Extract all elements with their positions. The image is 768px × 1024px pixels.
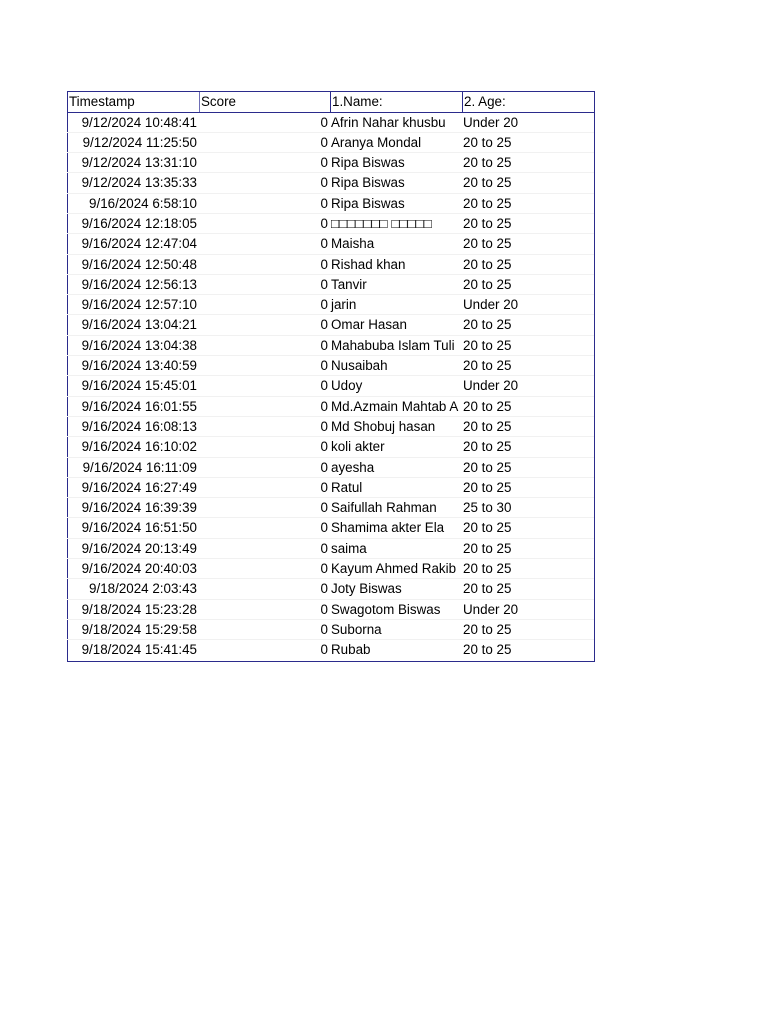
- age-cell: 20 to 25: [463, 398, 512, 414]
- score-cell: 0: [320, 276, 328, 292]
- name-cell: Rubab: [331, 642, 371, 658]
- age-cell: 20 to 25: [463, 459, 512, 475]
- age-cell: Under 20: [463, 378, 519, 394]
- table-row: [67, 214, 594, 234]
- age-cell: 20 to 25: [463, 561, 512, 577]
- table-row: [67, 458, 594, 478]
- name-cell: Swagotom Biswas: [331, 601, 441, 617]
- timestamp-cell: 9/16/2024 12:18:05: [67, 214, 199, 233]
- timestamp-cell: 9/16/2024 12:50:48: [67, 255, 199, 274]
- score-cell: 0: [320, 561, 328, 577]
- table-row: [67, 234, 594, 254]
- name-cell: Rishad khan: [331, 256, 406, 272]
- score-cell: 0: [320, 195, 328, 211]
- table-row: [67, 417, 594, 437]
- age-cell: Under 20: [463, 114, 519, 130]
- name-cell: Afrin Nahar khusbu: [331, 114, 446, 130]
- score-cell: 0: [320, 215, 328, 231]
- age-cell: 20 to 25: [463, 195, 512, 211]
- table-row: [67, 397, 594, 417]
- name-cell: □□□□□□□ □□□□□: [331, 215, 432, 231]
- age-cell: 25 to 30: [463, 500, 512, 516]
- timestamp-cell: 9/16/2024 13:40:59: [67, 356, 199, 375]
- timestamp-cell: 9/16/2024 13:04:38: [67, 336, 199, 355]
- name-cell: Tanvir: [331, 276, 367, 292]
- age-cell: Under 20: [463, 297, 519, 313]
- score-cell: 0: [320, 642, 328, 658]
- score-cell: 0: [320, 256, 328, 272]
- table-row: [67, 255, 594, 275]
- name-cell: Maisha: [331, 236, 375, 252]
- score-cell: 0: [320, 114, 328, 130]
- header-timestamp: Timestamp: [67, 92, 199, 112]
- score-cell: 0: [320, 398, 328, 414]
- age-cell: 20 to 25: [463, 215, 512, 231]
- table-row: [67, 376, 594, 396]
- timestamp-cell: 9/18/2024 2:03:43: [67, 579, 199, 598]
- table-row: [67, 315, 594, 335]
- name-cell: saima: [331, 540, 367, 556]
- age-cell: 20 to 25: [463, 317, 512, 333]
- age-cell: 20 to 25: [463, 418, 512, 434]
- score-cell: 0: [320, 540, 328, 556]
- score-cell: 0: [320, 601, 328, 617]
- age-cell: 20 to 25: [463, 175, 512, 191]
- score-cell: 0: [320, 479, 328, 495]
- name-cell: Joty Biswas: [331, 581, 402, 597]
- age-cell: 20 to 25: [463, 358, 512, 374]
- table-row: [67, 356, 594, 376]
- timestamp-cell: 9/16/2024 12:47:04: [67, 234, 199, 253]
- score-cell: 0: [320, 134, 328, 150]
- table-row: [67, 133, 594, 153]
- age-cell: 20 to 25: [463, 134, 512, 150]
- age-cell: 20 to 25: [463, 520, 512, 536]
- timestamp-cell: 9/16/2024 16:10:02: [67, 437, 199, 456]
- timestamp-cell: 9/12/2024 11:25:50: [67, 133, 199, 152]
- name-cell: Ripa Biswas: [331, 175, 405, 191]
- name-cell: Md Shobuj hasan: [331, 418, 436, 434]
- timestamp-cell: 9/12/2024 13:31:10: [67, 153, 199, 172]
- table-row: [67, 478, 594, 498]
- header-age: 2. Age:: [462, 92, 594, 112]
- table-row: [67, 620, 594, 640]
- timestamp-cell: 9/16/2024 15:45:01: [67, 376, 199, 395]
- score-cell: 0: [320, 439, 328, 455]
- age-cell: 20 to 25: [463, 540, 512, 556]
- name-cell: Ripa Biswas: [331, 195, 405, 211]
- timestamp-cell: 9/18/2024 15:41:45: [67, 640, 199, 660]
- timestamp-cell: 9/16/2024 16:39:39: [67, 498, 199, 517]
- age-cell: 20 to 25: [463, 439, 512, 455]
- timestamp-cell: 9/16/2024 12:57:10: [67, 295, 199, 314]
- score-cell: 0: [320, 155, 328, 171]
- score-cell: 0: [320, 500, 328, 516]
- age-cell: 20 to 25: [463, 581, 512, 597]
- score-cell: 0: [320, 236, 328, 252]
- age-cell: 20 to 25: [463, 276, 512, 292]
- timestamp-cell: 9/16/2024 12:56:13: [67, 275, 199, 294]
- name-cell: Md.Azmain Mahtab A: [331, 398, 459, 414]
- timestamp-cell: 9/12/2024 10:48:41: [67, 113, 199, 132]
- age-cell: Under 20: [463, 601, 519, 617]
- table-row: [67, 600, 594, 620]
- table-header-row: [67, 92, 594, 113]
- table-row: [67, 539, 594, 559]
- table-row: [67, 559, 594, 579]
- header-score: Score: [199, 92, 330, 112]
- table-row: [67, 153, 594, 173]
- score-cell: 0: [320, 317, 328, 333]
- timestamp-cell: 9/16/2024 6:58:10: [67, 194, 199, 213]
- table-row: [67, 295, 594, 315]
- score-cell: 0: [320, 337, 328, 353]
- table-row: [67, 579, 594, 599]
- timestamp-cell: 9/16/2024 20:40:03: [67, 559, 199, 578]
- table-row: [67, 173, 594, 193]
- name-cell: jarin: [331, 297, 357, 313]
- name-cell: Udoy: [331, 378, 363, 394]
- name-cell: Ratul: [331, 479, 363, 495]
- age-cell: 20 to 25: [463, 337, 512, 353]
- score-cell: 0: [320, 459, 328, 475]
- name-cell: Suborna: [331, 621, 382, 637]
- table-row: [67, 437, 594, 457]
- age-cell: 20 to 25: [463, 155, 512, 171]
- table-row: [67, 498, 594, 518]
- table-row: [67, 194, 594, 214]
- timestamp-cell: 9/16/2024 16:11:09: [67, 458, 199, 477]
- table-body: [67, 113, 594, 661]
- timestamp-cell: 9/16/2024 20:13:49: [67, 539, 199, 558]
- name-cell: Omar Hasan: [331, 317, 407, 333]
- timestamp-cell: 9/16/2024 16:08:13: [67, 417, 199, 436]
- age-cell: 20 to 25: [463, 642, 512, 658]
- score-cell: 0: [320, 621, 328, 637]
- response-table: [67, 91, 595, 662]
- score-cell: 0: [320, 378, 328, 394]
- name-cell: Mahabuba Islam Tuli: [331, 337, 455, 353]
- age-cell: 20 to 25: [463, 256, 512, 272]
- table-row: [67, 113, 594, 133]
- name-cell: Saifullah Rahman: [331, 500, 437, 516]
- score-cell: 0: [320, 358, 328, 374]
- timestamp-cell: 9/18/2024 15:23:28: [67, 600, 199, 619]
- name-cell: Nusaibah: [331, 358, 388, 374]
- header-name: 1.Name:: [330, 92, 462, 112]
- age-cell: 20 to 25: [463, 621, 512, 637]
- score-cell: 0: [320, 297, 328, 313]
- name-cell: Ripa Biswas: [331, 155, 405, 171]
- name-cell: Kayum Ahmed Rakib: [331, 561, 457, 577]
- table-row: [67, 336, 594, 356]
- name-cell: koli akter: [331, 439, 385, 455]
- table-row: [67, 275, 594, 295]
- name-cell: Aranya Mondal: [331, 134, 422, 150]
- score-cell: 0: [320, 520, 328, 536]
- name-cell: Shamima akter Ela: [331, 520, 445, 536]
- table-row: [67, 640, 594, 660]
- score-cell: 0: [320, 581, 328, 597]
- timestamp-cell: 9/18/2024 15:29:58: [67, 620, 199, 639]
- age-cell: 20 to 25: [463, 236, 512, 252]
- name-cell: ayesha: [331, 459, 375, 475]
- score-cell: 0: [320, 418, 328, 434]
- timestamp-cell: 9/16/2024 16:27:49: [67, 478, 199, 497]
- timestamp-cell: 9/16/2024 16:51:50: [67, 518, 199, 537]
- timestamp-cell: 9/12/2024 13:35:33: [67, 173, 199, 192]
- timestamp-cell: 9/16/2024 16:01:55: [67, 397, 199, 416]
- timestamp-cell: 9/16/2024 13:04:21: [67, 315, 199, 334]
- age-cell: 20 to 25: [463, 479, 512, 495]
- score-cell: 0: [320, 175, 328, 191]
- table-row: [67, 518, 594, 538]
